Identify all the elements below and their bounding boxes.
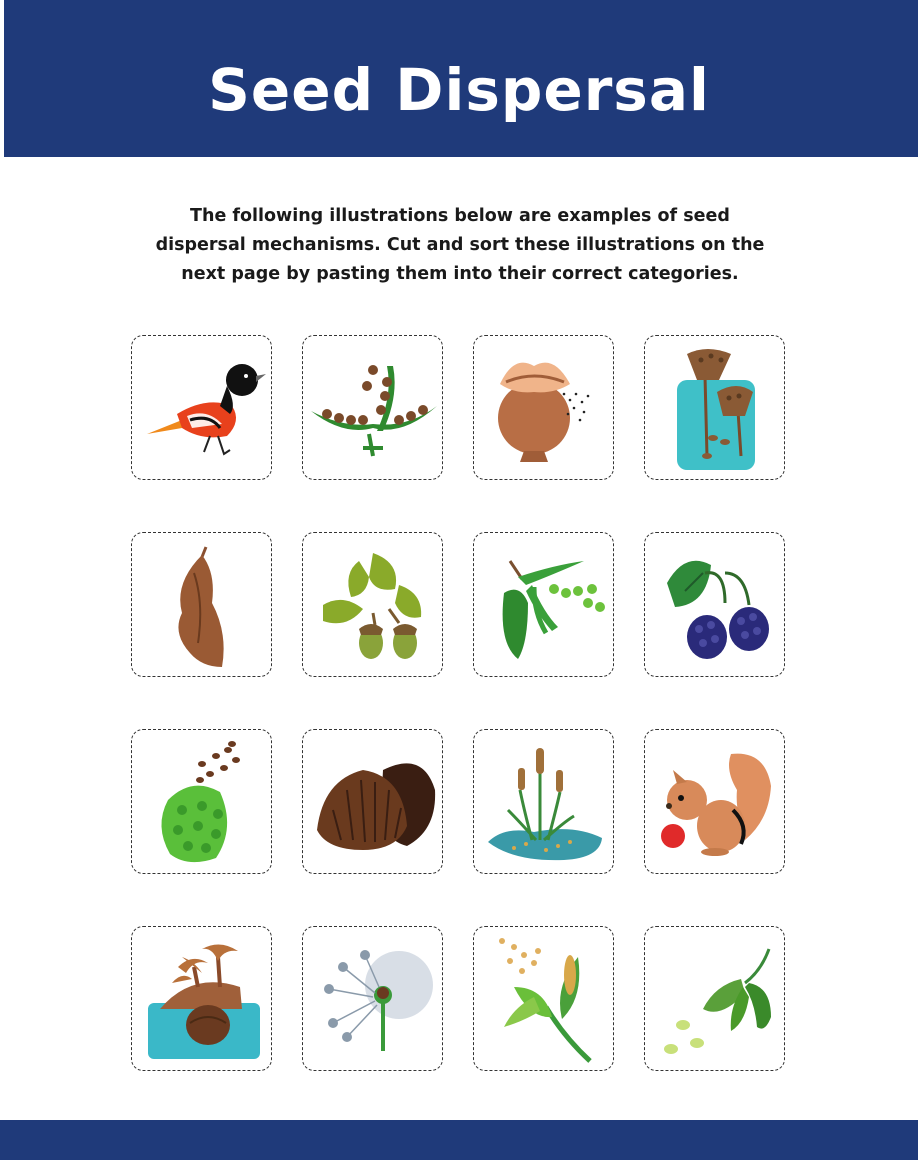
card-bursting-pea-pod[interactable] bbox=[302, 335, 443, 480]
winged-maple-seed-icon bbox=[132, 533, 270, 675]
footer-banner bbox=[0, 1120, 918, 1160]
card-poppy-seed-head[interactable] bbox=[473, 335, 614, 480]
card-grass-seeds[interactable] bbox=[473, 926, 614, 1071]
card-dandelion[interactable] bbox=[302, 926, 443, 1071]
cattail-in-pond-icon bbox=[474, 730, 612, 872]
spiky-burr-icon bbox=[303, 730, 441, 872]
lotus-pod-in-water-icon bbox=[645, 336, 783, 478]
card-blackberries[interactable] bbox=[644, 532, 785, 677]
card-spiky-burr[interactable] bbox=[302, 729, 443, 874]
bursting-pea-pod-icon bbox=[303, 336, 441, 478]
oak-acorns-icon bbox=[303, 533, 441, 675]
blackberries-icon bbox=[645, 533, 783, 675]
exploding-pod-icon bbox=[474, 533, 612, 675]
card-green-fruit-seeds[interactable] bbox=[131, 729, 272, 874]
coconut-island-icon bbox=[132, 927, 270, 1069]
card-oak-acorns[interactable] bbox=[302, 532, 443, 677]
page-title: Seed Dispersal bbox=[208, 56, 710, 124]
card-coconut-island[interactable] bbox=[131, 926, 272, 1071]
card-exploding-pod[interactable] bbox=[473, 532, 614, 677]
dandelion-seeds-icon bbox=[303, 927, 441, 1069]
card-oriole-bird[interactable] bbox=[131, 335, 272, 480]
card-lotus-pod[interactable] bbox=[644, 335, 785, 480]
poppy-seed-head-icon bbox=[474, 336, 612, 478]
card-squirrel[interactable] bbox=[644, 729, 785, 874]
card-cattail-pond[interactable] bbox=[473, 729, 614, 874]
grass-seeds-icon bbox=[474, 927, 612, 1069]
card-bean-pods[interactable] bbox=[644, 926, 785, 1071]
instructions-text: The following illustrations below are examples of seed dispersal mechanisms. Cut and sort these illustrations on the next page by pasting them into their correct categories. bbox=[155, 206, 765, 284]
bean-pods-icon bbox=[645, 927, 783, 1069]
card-winged-maple-seed[interactable] bbox=[131, 532, 272, 677]
oriole-bird-icon bbox=[132, 336, 270, 478]
squirrel-with-berry-icon bbox=[645, 730, 783, 872]
green-fruit-seeds-icon bbox=[132, 730, 270, 872]
